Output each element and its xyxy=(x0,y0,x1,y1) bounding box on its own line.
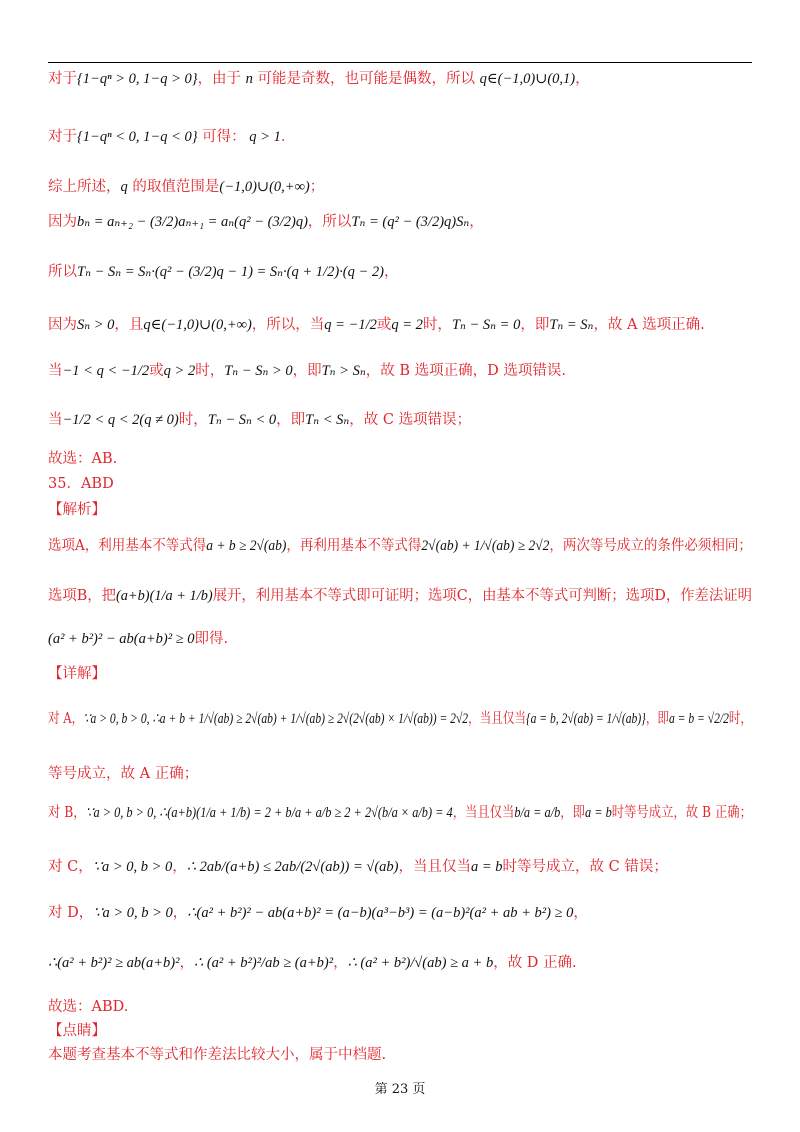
text-span: ，所以，当 xyxy=(251,317,325,333)
text-span: 时， xyxy=(422,317,452,333)
text-span: 35．ABD xyxy=(48,476,114,492)
text-line xyxy=(48,413,471,429)
text-span: ，当且仅当 xyxy=(398,859,471,875)
math-expression: ∵a > 0, b > 0, ∴a + b + 1/√(ab) ≥ 2√(ab) + 1/√(ab) ≥ 2√(2√(ab) × 1/√(ab)) = 2√2 xyxy=(83,711,469,727)
text-line xyxy=(48,906,588,922)
math-expression: (a² + b²)² − ab(a+b)² ≥ 0 xyxy=(48,631,195,647)
text-line xyxy=(48,364,566,380)
text-line xyxy=(48,589,752,605)
math-expression: q∈(−1,0)∪(0,1) xyxy=(479,71,576,87)
math-expression: Tₙ − Sₙ < 0 xyxy=(207,412,277,428)
text-span: 对于 xyxy=(48,71,77,87)
text-line xyxy=(48,1024,106,1040)
text-span: ， xyxy=(179,955,194,971)
math-expression: q∈(−1,0)∪(0,+∞) xyxy=(143,317,252,333)
text-line xyxy=(48,539,752,555)
math-expression: ∴(a² + b²)² ≥ ab(a+b)² xyxy=(48,955,180,971)
math-expression: {1−qⁿ > 0, 1−q > 0} xyxy=(77,71,198,87)
text-span: ，即 xyxy=(560,805,585,821)
text-span: ，由于 xyxy=(197,71,246,87)
text-span: ，两次等号成立的条件必须相同； xyxy=(549,538,752,554)
text-span: ， xyxy=(383,264,399,280)
math-expression: a + b ≥ 2√(ab) xyxy=(206,538,287,554)
text-line xyxy=(48,667,106,683)
text-span: 可得： xyxy=(197,129,246,145)
text-line xyxy=(48,806,752,822)
text-span: 【点睛】 xyxy=(48,1023,106,1039)
text-line xyxy=(48,318,705,334)
text-line xyxy=(48,860,668,876)
math-expression: ∴ 2ab/(a+b) ≤ 2ab/(2√(ab)) = √(ab) xyxy=(186,859,399,875)
text-span: 因为 xyxy=(48,214,77,230)
text-span: 对 B， xyxy=(48,805,86,821)
text-span: 等号成立，故 A 正确； xyxy=(48,766,199,782)
text-span: 对于 xyxy=(48,129,77,145)
text-span: ，当且仅当 xyxy=(452,805,515,821)
math-expression: Sₙ > 0 xyxy=(77,317,115,333)
text-span: 时， xyxy=(728,711,752,727)
text-span: 对 C， xyxy=(48,859,93,875)
text-span: 故选：ABD. xyxy=(48,999,129,1015)
text-span: ， xyxy=(469,214,484,230)
math-expression: {a = b, 2√(ab) = 1/√(ab)} xyxy=(525,711,646,727)
text-span: ； xyxy=(309,179,325,195)
text-span: 或 xyxy=(376,317,392,333)
text-span: 对 D， xyxy=(48,905,94,921)
math-expression: 2√(ab) + 1/√(ab) ≥ 2√2 xyxy=(421,538,550,554)
math-expression: (a+b)(1/a + 1/b) xyxy=(115,588,213,604)
text-span: ，即 xyxy=(520,317,550,333)
text-span: 综上所述， xyxy=(48,179,121,195)
text-line xyxy=(48,72,590,88)
text-span: ， xyxy=(575,71,590,87)
text-line xyxy=(48,1000,128,1016)
math-expression: q = 2 xyxy=(391,317,423,333)
text-span: ，故 D 正确. xyxy=(493,955,577,971)
text-span: 时， xyxy=(178,412,208,428)
math-expression: ∴ (a² + b²)²/ab ≥ (a+b)² xyxy=(193,955,334,971)
text-span: 时， xyxy=(195,363,225,379)
text-span: ． xyxy=(280,129,296,145)
math-expression: a = b xyxy=(584,805,612,821)
text-line xyxy=(48,130,295,146)
text-span: ， xyxy=(172,859,187,875)
math-expression: q xyxy=(120,179,128,195)
text-span: 时等号成立，故 B 正确； xyxy=(611,805,752,821)
math-expression: q > 1 xyxy=(245,129,281,145)
text-span: 展开，利用基本不等式即可证明；选项C，由基本不等式可判断；选项D，作差法证明 xyxy=(212,588,752,604)
text-line xyxy=(48,477,114,493)
text-line xyxy=(48,452,117,468)
text-span: ，故 A 选项正确. xyxy=(593,317,705,333)
text-line xyxy=(48,265,398,281)
math-expression: Tₙ < Sₙ xyxy=(305,412,350,428)
header-rule xyxy=(48,62,752,63)
math-expression: q > 2 xyxy=(163,363,196,379)
text-line xyxy=(48,180,324,196)
text-span: 选项B，把 xyxy=(48,588,116,604)
math-expression: ∵a > 0, b > 0, ∴(a+b)(1/a + 1/b) = 2 + b/a + a/b ≥ 2 + 2√(b/a × a/b) = 4 xyxy=(85,805,453,821)
math-expression: Tₙ − Sₙ = 0 xyxy=(451,317,521,333)
text-span: ， xyxy=(333,955,348,971)
text-line xyxy=(48,1048,386,1064)
math-expression: (−1,0)∪(0,+∞) xyxy=(219,179,310,195)
text-span: 即得. xyxy=(194,631,229,647)
math-expression: Tₙ > Sₙ xyxy=(321,363,366,379)
text-span: 时等号成立，故 C 错误； xyxy=(502,859,668,875)
text-line xyxy=(48,767,198,783)
text-span: 故选：AB. xyxy=(48,451,118,467)
math-expression: a = b = √2/2 xyxy=(668,711,729,727)
text-span: ，即 xyxy=(276,412,306,428)
math-expression: {1−qⁿ < 0, 1−q < 0} xyxy=(77,129,198,145)
math-expression: n xyxy=(245,71,253,87)
text-line xyxy=(48,503,106,519)
text-line xyxy=(48,712,752,728)
text-span: 或 xyxy=(149,363,164,379)
text-span: 【详解】 xyxy=(48,666,106,682)
text-line xyxy=(48,632,228,648)
math-expression: Tₙ = (q² − (3/2)q)Sₙ xyxy=(351,214,470,230)
text-span: 的取值范围是 xyxy=(127,179,220,195)
math-expression: ∴(a² + b²)² − ab(a+b)² = (a−b)(a³−b³) = (a−b)²(a² + ab + b²) ≥ 0 xyxy=(187,905,574,921)
text-span: 对 A， xyxy=(48,711,84,727)
text-span: ， xyxy=(172,905,188,921)
text-span: ，故 B 选项正确，D 选项错误. xyxy=(365,363,566,379)
text-span: ，所以 xyxy=(307,214,352,230)
text-span: 当 xyxy=(48,412,63,428)
math-expression: a = b xyxy=(471,859,503,875)
text-span: 本题考查基本不等式和作差法比较大小，属于中档题. xyxy=(48,1047,387,1063)
math-expression: b/a = a/b xyxy=(514,805,561,821)
text-span: ，且 xyxy=(114,317,144,333)
text-span: ， xyxy=(573,905,588,921)
math-expression: Tₙ = Sₙ xyxy=(549,317,594,333)
math-expression: ∵a > 0, b > 0 xyxy=(92,859,173,875)
text-span: ，故 C 选项错误； xyxy=(349,412,472,428)
math-expression: −1 < q < −1/2 xyxy=(62,363,150,379)
text-span: 当 xyxy=(48,363,63,379)
text-span: ，即 xyxy=(645,711,669,727)
text-span: 所以 xyxy=(48,264,77,280)
math-expression: ∴ (a² + b²)/√(ab) ≥ a + b xyxy=(347,955,494,971)
math-expression: −1/2 < q < 2(q ≠ 0) xyxy=(62,412,179,428)
text-line xyxy=(48,956,577,972)
math-expression: q = −1/2 xyxy=(324,317,377,333)
text-span: ，即 xyxy=(292,363,322,379)
page-footer: 第 23 页 xyxy=(374,1082,426,1097)
text-span: 【解析】 xyxy=(48,502,106,518)
text-line xyxy=(48,215,484,231)
text-span: 因为 xyxy=(48,317,77,333)
math-expression: Tₙ − Sₙ = Sₙ·(q² − (3/2)q − 1) = Sₙ·(q + 1/2)·(q − 2) xyxy=(77,264,384,280)
text-span: 可能是奇数，也可能是偶数，所以 xyxy=(252,71,480,87)
math-expression: ∵a > 0, b > 0 xyxy=(93,905,173,921)
math-expression: bₙ = aₙ₊₂ − (3/2)aₙ₊₁ = aₙ(q² − (3/2)q) xyxy=(77,214,308,230)
text-span: 选项A，利用基本不等式得 xyxy=(48,538,207,554)
text-span: ，再利用基本不等式得 xyxy=(286,538,422,554)
text-span: ，当且仅当 xyxy=(468,711,526,727)
math-expression: Tₙ − Sₙ > 0 xyxy=(224,363,293,379)
